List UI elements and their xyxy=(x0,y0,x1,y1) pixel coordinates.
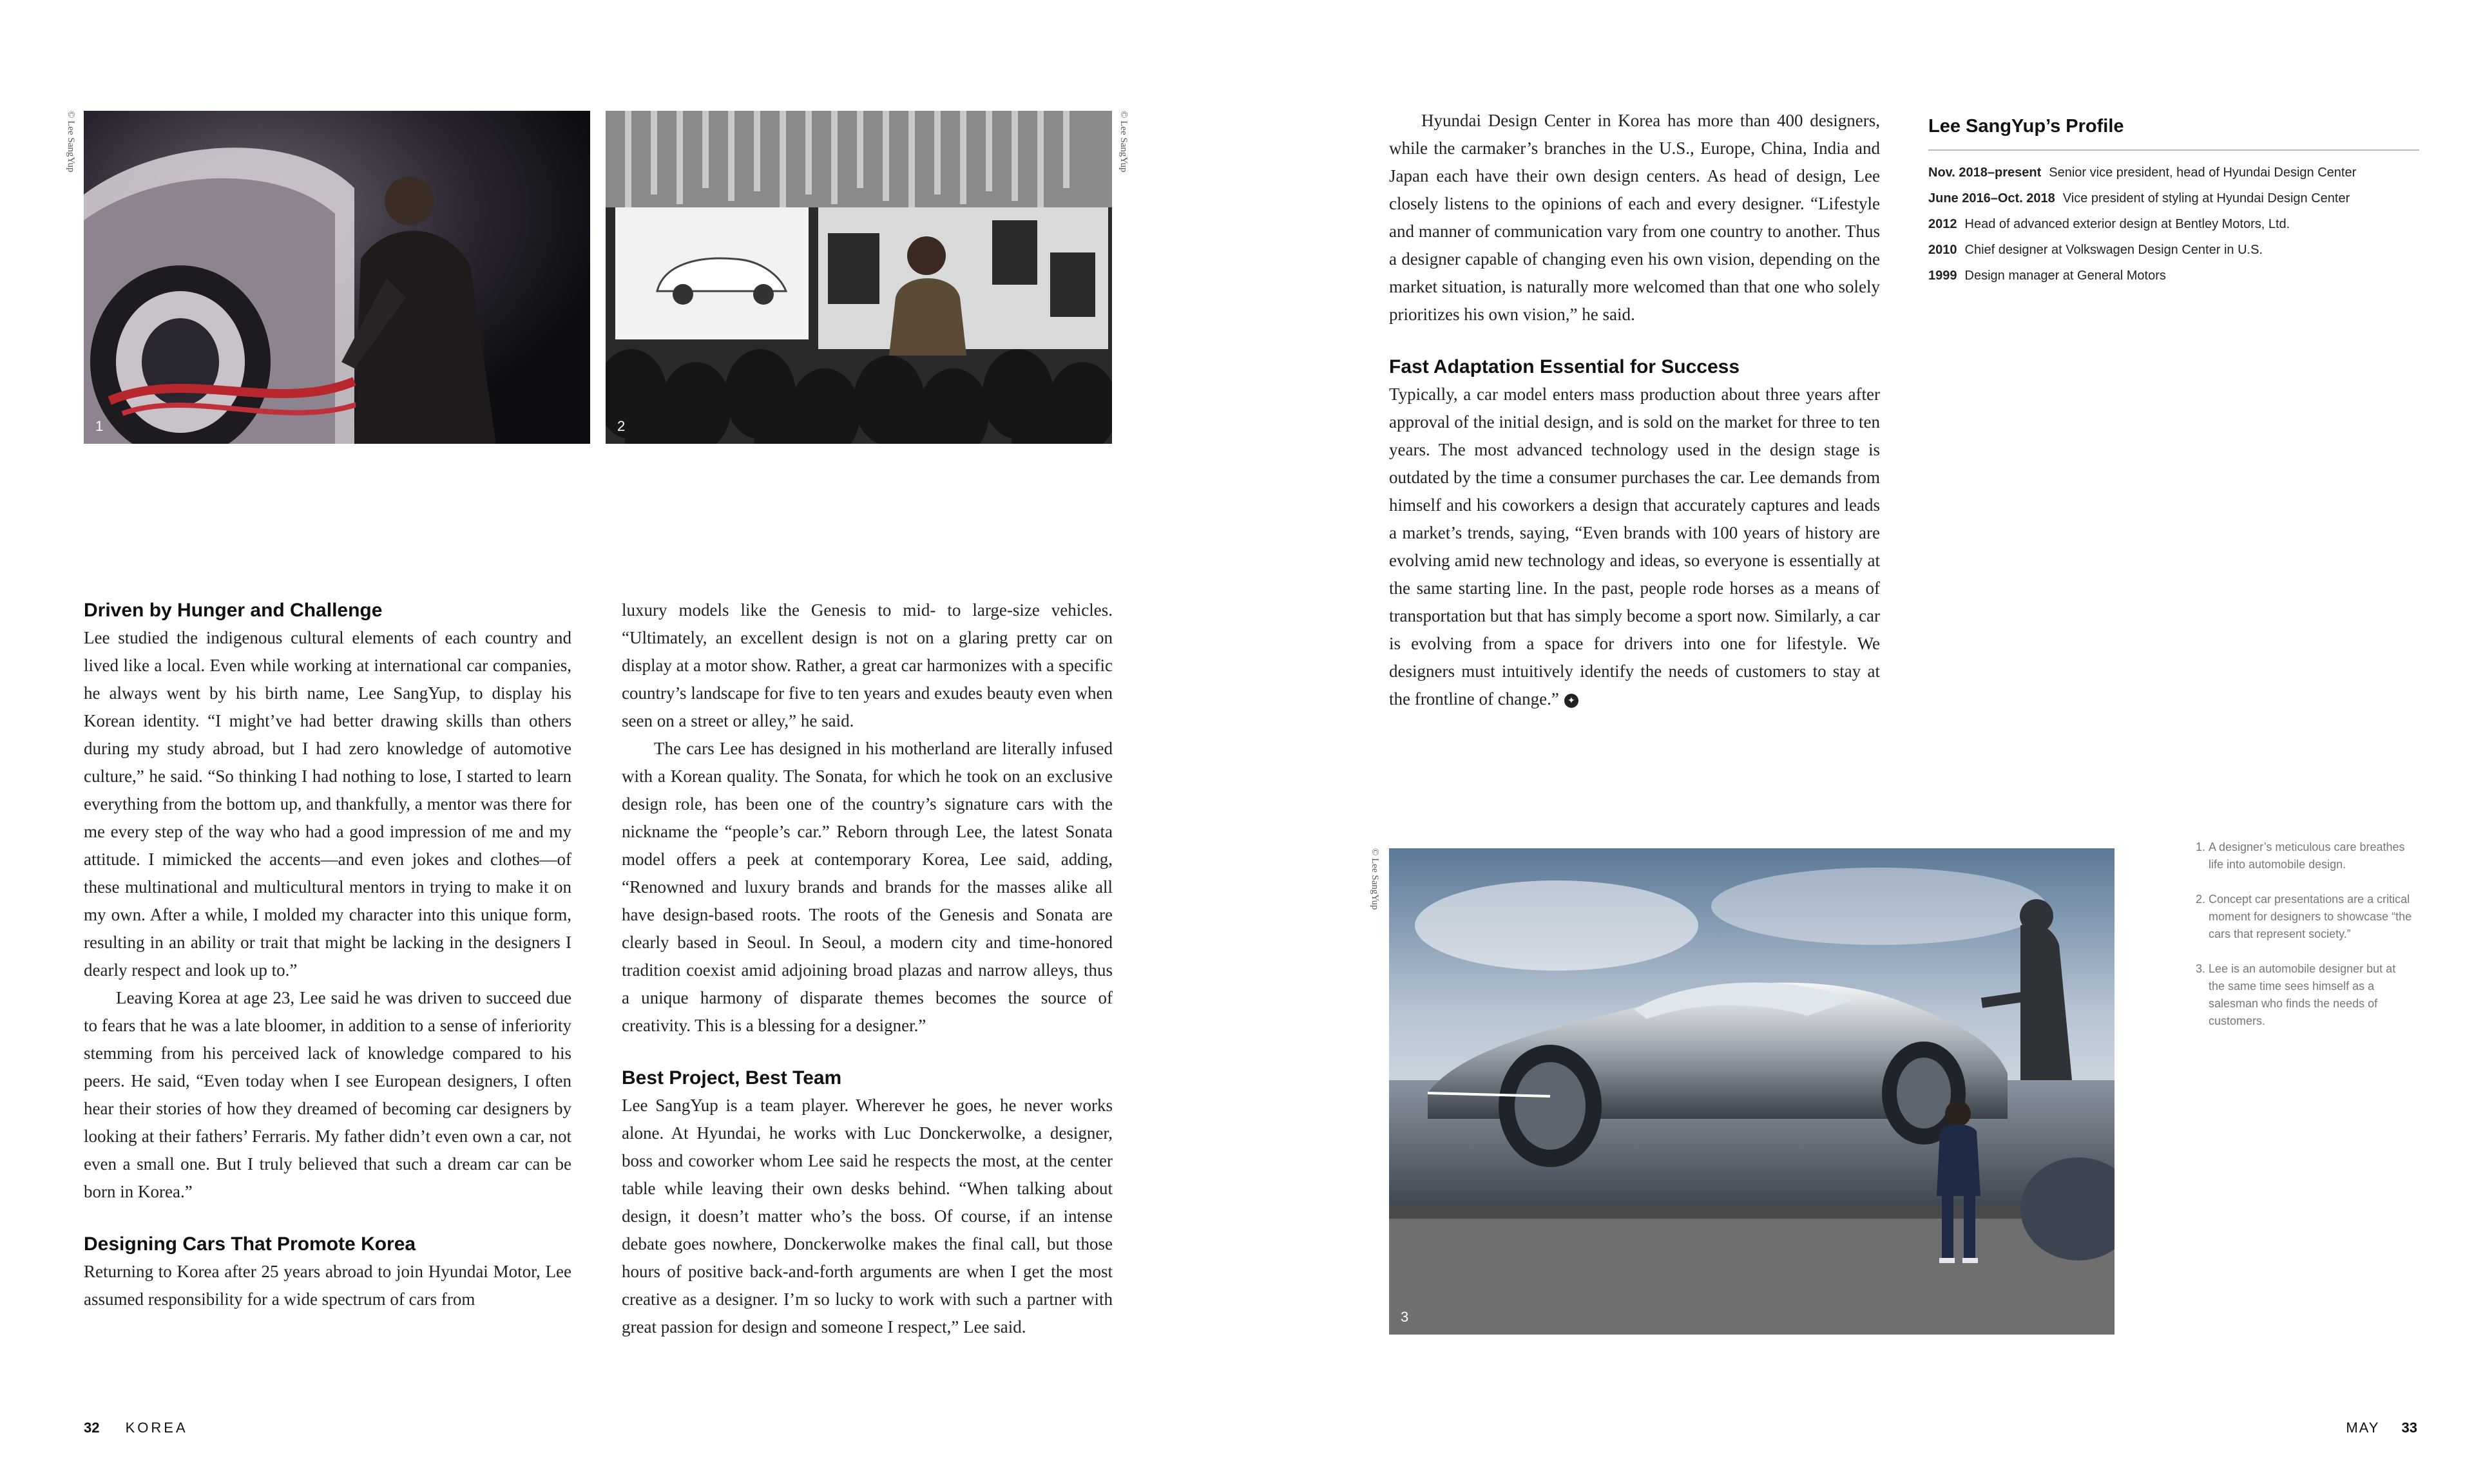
photo-captions xyxy=(2196,839,2415,1047)
profile-role: Design manager at General Motors xyxy=(1964,269,2166,283)
profile-row xyxy=(1928,186,2419,211)
caption-text: Concept car presentations are a critical moment for designers to showcase “the cars that represent society.” xyxy=(2209,893,2412,940)
caption-text: A designer’s meticulous care breathes life into automobile design. xyxy=(2209,841,2405,871)
profile-row xyxy=(1928,160,2419,186)
profile-role: Vice president of styling at Hyundai Design Center xyxy=(2062,191,2350,205)
profile-title: Lee SangYup’s Profile xyxy=(1928,113,2419,151)
section-heading: Driven by Hunger and Challenge xyxy=(84,600,383,621)
photo-credit: © Lee SangYup xyxy=(66,111,76,173)
caption-number: 3. xyxy=(2196,962,2206,975)
footer-right xyxy=(2346,1420,2417,1436)
caption-number: 2. xyxy=(2196,893,2206,906)
page-number: 32 xyxy=(84,1420,100,1436)
paragraph: luxury models like the Genesis to mid- to large-size vehicles. “Ultimately, an excellent design is not on a glaring pretty car on display at a motor show. Rather, a great car harmonizes with a specific country’s landscape for five to ten years and exudes beauty even when seen on a street or alley,” he said. xyxy=(622,600,1113,730)
photo-1-illustration xyxy=(84,111,590,444)
profile-row xyxy=(1928,263,2419,289)
article-column-1 xyxy=(84,596,571,1313)
photo-3 xyxy=(1389,848,2114,1335)
photo-1 xyxy=(84,111,590,444)
paragraph: Returning to Korea after 25 years abroad to join Hyundai Motor, Lee assumed responsibility for a wide spectrum of cars from xyxy=(84,1262,571,1309)
profile-date: 2010 xyxy=(1928,243,1957,257)
profile-date: Nov. 2018–present xyxy=(1928,166,2042,180)
footer-left xyxy=(84,1420,188,1436)
photo-2 xyxy=(606,111,1112,444)
section-heading: Fast Adaptation Essential for Success xyxy=(1389,356,1740,377)
profile-box xyxy=(1928,113,2419,289)
paragraph: The cars Lee has designed in his motherland are literally infused with a Korean quality. The Sonata, for which he took on an exclusive design role, has been one of the country’s signature cars with the nickname the “people’s car.” Reborn through Lee, the latest Sonata model offers a peek at contemporary Korea, Lee said, adding, “Renowned and luxury brands and brands for the masses alike all have design-based roots. The roots of the Genesis and Sonata are clearly based in Seoul. In Seoul, a modern city and time-honored tradition coexist amid adjoining broad plazas and narrow alleys, thus a unique harmony of disparate themes becomes the source of creativity. This is a blessing for a designer.” xyxy=(622,739,1113,1035)
page-number: 33 xyxy=(2401,1420,2417,1436)
photo-number: 3 xyxy=(1401,1309,1409,1325)
paragraph: Hyundai Design Center in Korea has more than 400 designers, while the carmaker’s branches in the U.S., Europe, China, India and Japan each have their own design centers. As head of design, Lee closely listens to the opinions of each and every designer. “Lifestyle and manner of communication vary from one country to another. Thus a designer capable of changing even his own vision, depending on the market situation, is naturally more welcomed than that one who solely prioritizes his own vision,” he said. xyxy=(1389,111,1880,324)
photo-3-illustration xyxy=(1389,848,2114,1335)
article-column-2 xyxy=(622,596,1113,1341)
photo-number: 2 xyxy=(617,418,626,434)
caption-item xyxy=(2196,839,2415,873)
photo-2-illustration xyxy=(606,111,1112,444)
profile-role: Chief designer at Volkswagen Design Center in U.S. xyxy=(1964,243,2263,257)
photo-credit: © Lee SangYup xyxy=(1370,848,1380,910)
paragraph xyxy=(1389,381,1880,713)
article-column-3 xyxy=(1389,107,1880,713)
profile-date: 2012 xyxy=(1928,217,1957,231)
section-heading: Designing Cars That Promote Korea xyxy=(84,1233,416,1255)
photo-number: 1 xyxy=(95,418,104,434)
paragraph-text: Typically, a car model enters mass production about three years after approval of the initial design, and is sold on the market for three to ten years. The most advanced technology used in the design stage is outdated by the time a consumer purchases the car. Lee demands from himself and his coworkers a design that accurately captures and leads a market’s trends, saying, “Even brands with 100 years of history are evolving amid new technology and ideas, so everyone is essentially at the same starting line. In the past, people rode horses as a means of transportation but that has simply become a sport now. Similarly, a car is evolving from a space for drivers into one for lifestyle. We designers must intuitively identify the needs of customers to stay at the frontline of change.” xyxy=(1389,385,1880,709)
caption-item xyxy=(2196,960,2415,1030)
caption-number: 1. xyxy=(2196,841,2206,853)
paragraph: Lee SangYup is a team player. Wherever he goes, he never works alone. At Hyundai, he works with Luc Donckerwolke, a designer, boss and coworker whom Lee said he respects the most, at the center table while leaving their own desks behind. “When talking about design, it doesn’t matter who’s the boss. Of course, if an intense debate goes nowhere, Donckerwolke makes the final call, but those hours of positive back-and-forth arguments are when I get the most creative as a designer. I’m so lucky to work with such a partner with great passion for design and someone I respect,” Lee said. xyxy=(622,1096,1113,1337)
profile-row xyxy=(1928,237,2419,263)
photo-credit: © Lee SangYup xyxy=(1118,111,1129,173)
caption-item xyxy=(2196,891,2415,943)
end-mark-icon: ✦ xyxy=(1564,694,1578,708)
profile-date: 1999 xyxy=(1928,269,1957,283)
paragraph: Leaving Korea at age 23, Lee said he was driven to succeed due to fears that he was a late bloomer, in addition to a sense of inferiority stemming from his perceived lack of knowledge compared to his peers. He said, “Even today when I see European designers, I often hear their stories of how they dreamed of becoming car designers by looking at their fathers’ Ferraris. My father didn’t even own a car, not even a small one. But I truly believed that such a dream car can be born in Korea.” xyxy=(84,988,571,1201)
paragraph: Lee studied the indigenous cultural elements of each country and lived like a local. Even while working at international car companies, he always went by his birth name, Lee SangYup, to display his Korean identity. “I might’ve had better drawing skills than others during my study abroad, but I had zero knowledge of automotive culture,” he said. “So thinking I had nothing to lose, I started to learn everything from the bottom up, and thankfully, a mentor was there for me every step of the way who had a good impression of me and my attitude. I mimicked the accents—and even jokes and clothes—of these multinational and multicultural mentors in trying to make it on my own. After a while, I molded my character into this unique form, resulting in an ability or trait that might be lacking in the designers I dearly respect and look up to.” xyxy=(84,628,571,980)
caption-text: Lee is an automobile designer but at the same time sees himself as a salesman who finds the needs of customers. xyxy=(2209,962,2396,1027)
profile-role: Senior vice president, head of Hyundai Design Center xyxy=(2049,166,2357,180)
profile-row xyxy=(1928,211,2419,237)
profile-date: June 2016–Oct. 2018 xyxy=(1928,191,2055,205)
profile-role: Head of advanced exterior design at Bentley Motors, Ltd. xyxy=(1964,217,2290,231)
magazine-name: KOREA xyxy=(125,1420,188,1436)
issue-month: MAY xyxy=(2346,1420,2380,1436)
section-heading: Best Project, Best Team xyxy=(622,1067,842,1089)
